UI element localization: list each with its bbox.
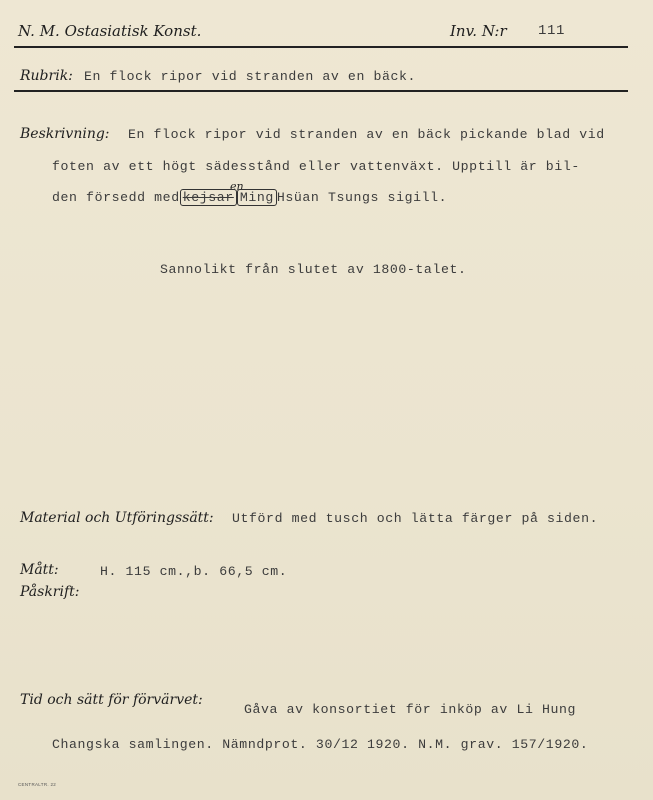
rubrik-label: Rubrik: [20, 68, 73, 84]
forvarv-line-1: Gåva av konsortiet för inköp av Li Hung [244, 702, 577, 717]
rubrik-value: En flock ripor vid stranden av en bäck. [84, 69, 417, 84]
line3-after: Hsüan Tsungs sigill. [276, 190, 448, 205]
edit-box-ming [237, 189, 277, 206]
museum-name: N. M. Ostasiatisk Konst. [18, 22, 202, 40]
handwritten-insertion: en [230, 180, 244, 193]
inventory-number: 111 [538, 23, 566, 39]
forvarv-label: Tid och sätt för förvärvet: [20, 692, 203, 708]
forvarv-line-2: Changska samlingen. Nämndprot. 30/12 1920. N.M. grav. 157/1920. [52, 737, 589, 752]
edit-box-kejsar [180, 189, 237, 206]
rubrik-rule [14, 90, 628, 92]
beskrivning-label: Beskrivning: [20, 126, 110, 142]
dating-line: Sannolikt från slutet av 1800-talet. [160, 262, 467, 277]
struck-word: kejsar [182, 190, 234, 205]
line3-before: den försedd med [52, 190, 180, 205]
beskrivning-line-2: foten av ett högt sädesstånd eller vattenväxt. Upptill är bil- [52, 159, 580, 174]
inventory-label: Inv. N:r [450, 22, 507, 40]
matt-value: H. 115 cm.,b. 66,5 cm. [100, 564, 288, 579]
header-rule [14, 46, 628, 48]
printer-mark: CENTRALTR. 22 [18, 782, 57, 787]
material-value: Utförd med tusch och lätta färger på siden. [232, 511, 599, 526]
ming-word: Ming [239, 190, 274, 205]
matt-label: Mått: [20, 562, 59, 578]
material-label: Material och Utföringssätt: [20, 510, 214, 526]
beskrivning-line-3 [52, 189, 447, 206]
paskrift-label: Påskrift: [20, 584, 80, 600]
beskrivning-line-1: En flock ripor vid stranden av en bäck pickande blad vid [128, 127, 605, 142]
